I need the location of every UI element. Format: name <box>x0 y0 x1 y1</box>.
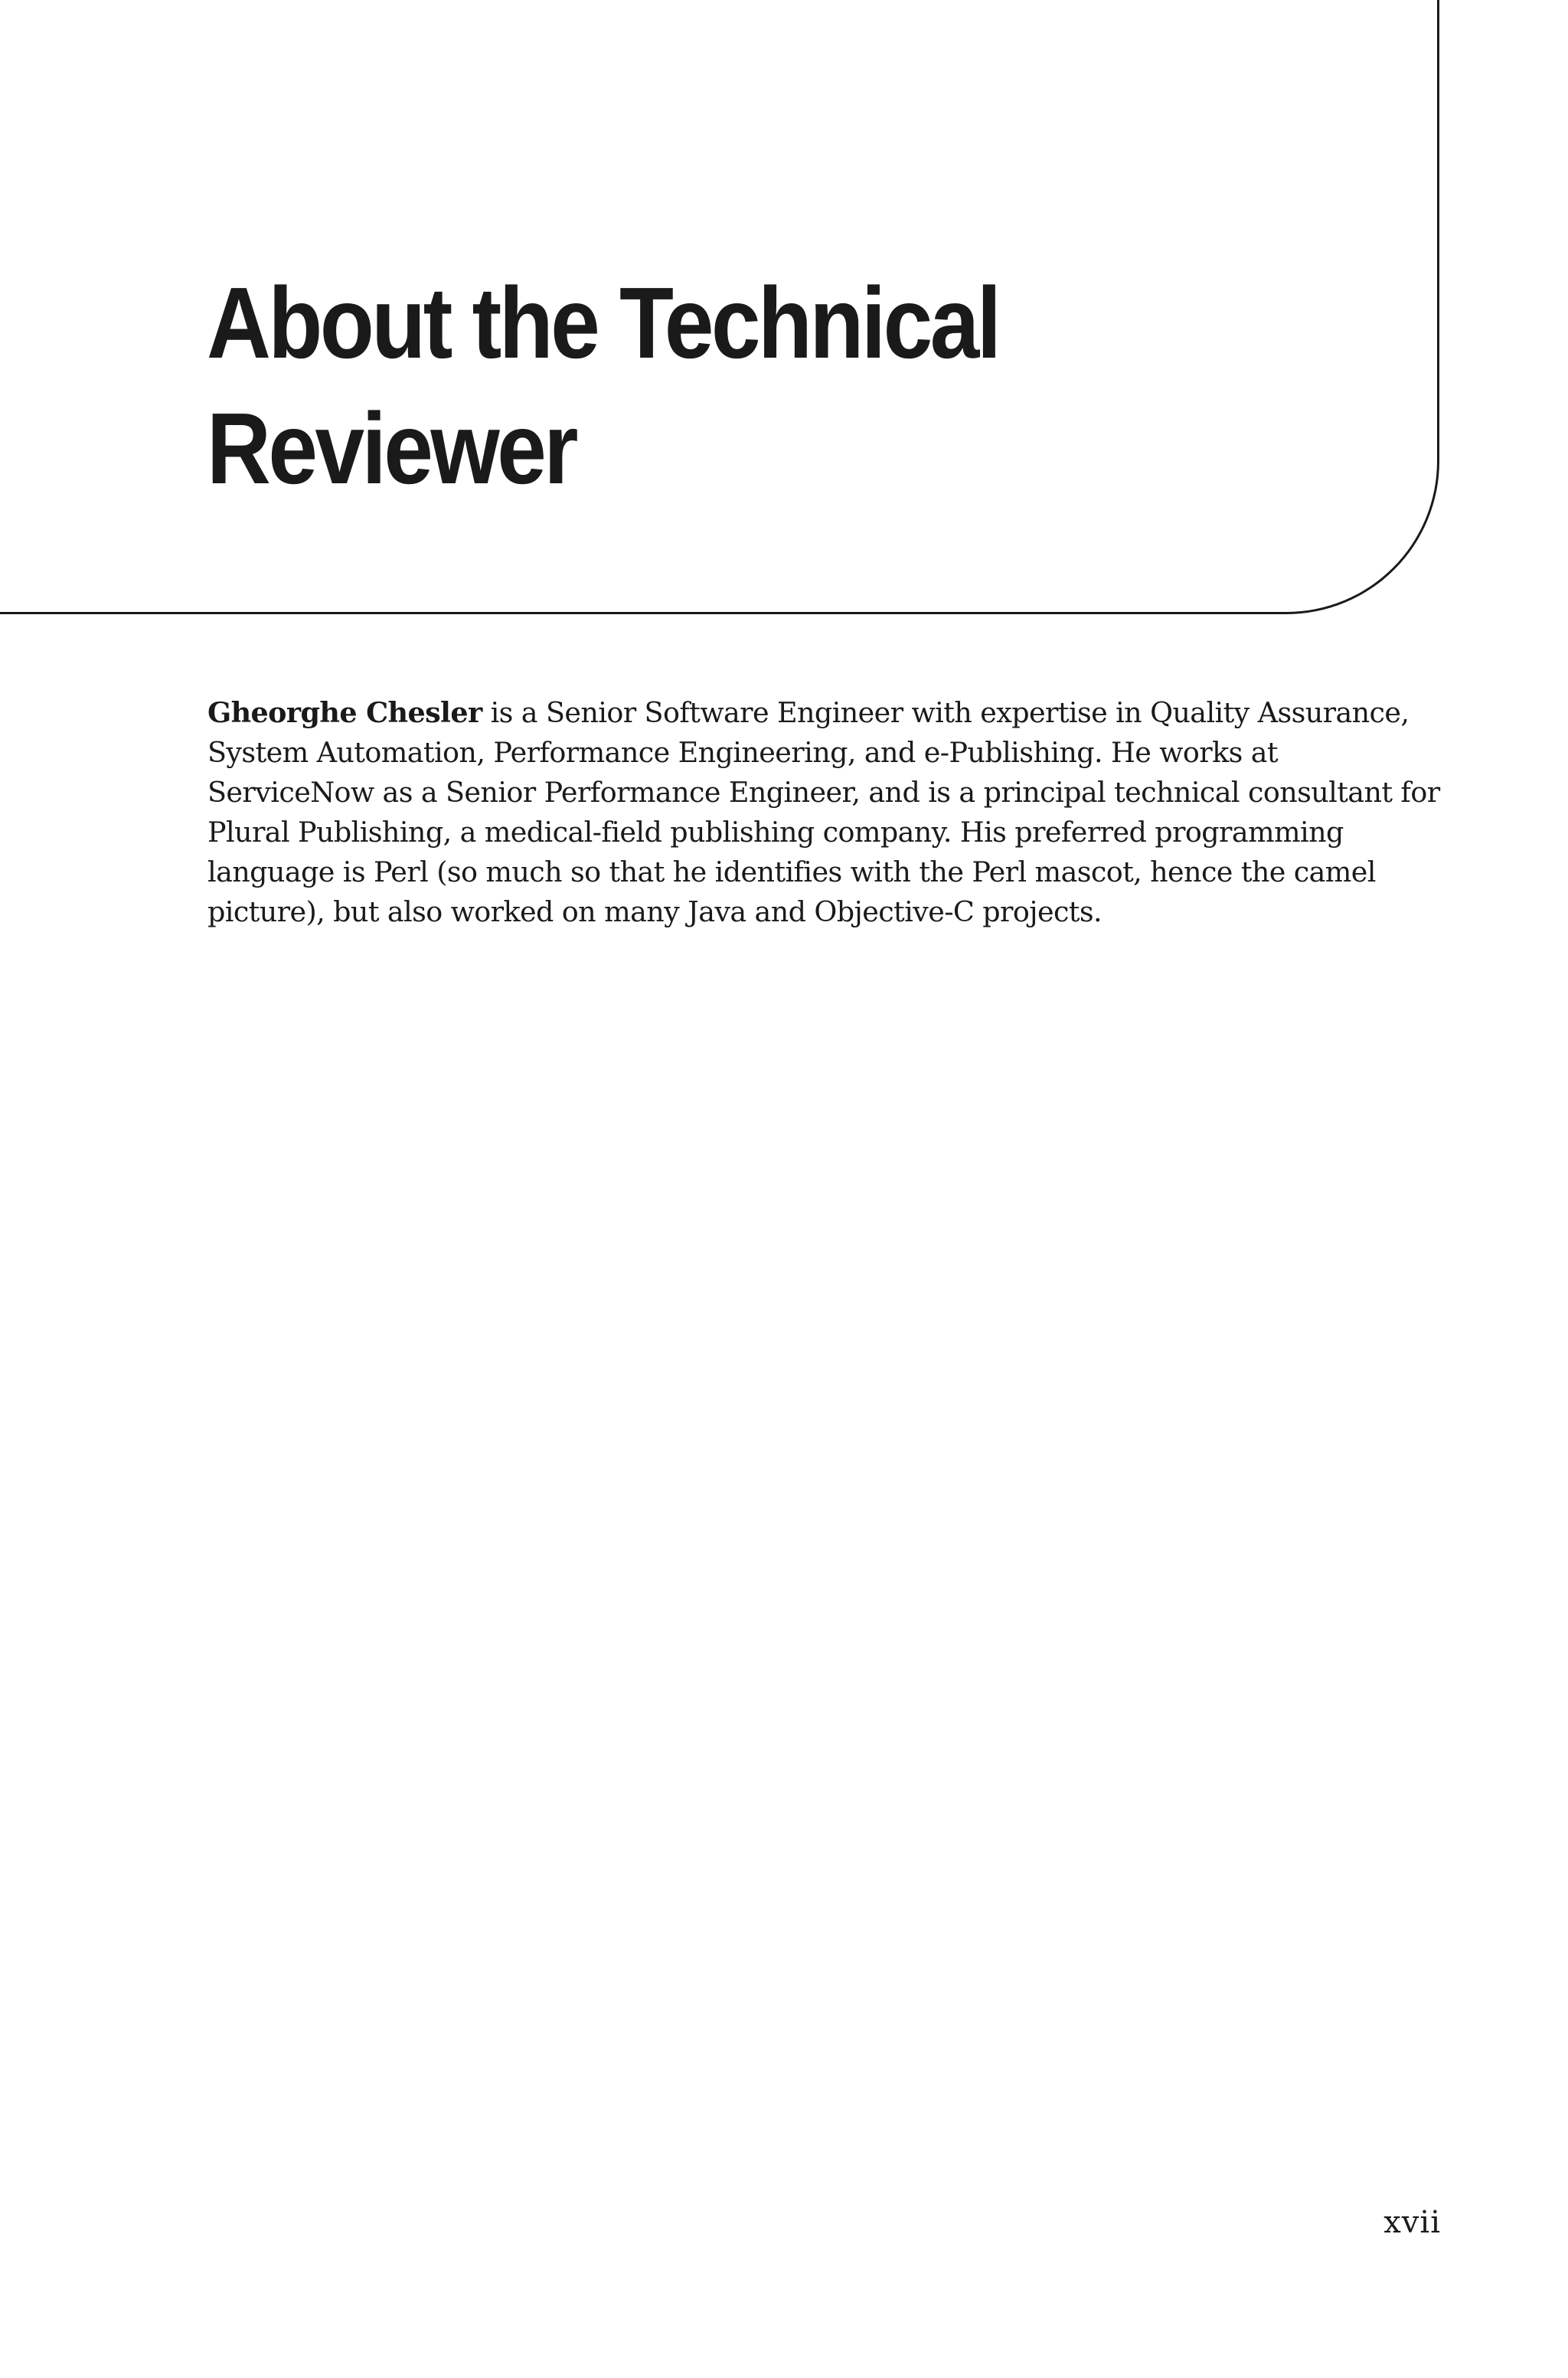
bio-line-2: System Automation, Performance Engineering, and e-Publishing. He works at <box>207 736 1278 769</box>
bio-line-4: Plural Publishing, a medical-field publishing company. His preferred programming <box>207 816 1344 849</box>
bio-line-1 <box>207 693 1442 733</box>
reviewer-bio <box>207 693 1442 932</box>
bio-line-1-text: is a Senior Software Engineer with expertise in Quality Assurance, <box>482 696 1410 729</box>
chapter-title-line-2: Reviewer <box>207 392 576 505</box>
bio-line-6: picture), but also worked on many Java and Objective-C projects. <box>207 895 1102 928</box>
bio-line-3: ServiceNow as a Senior Performance Engineer, and is a principal technical consultant for <box>207 776 1440 809</box>
page-number: xvii <box>1383 2205 1441 2240</box>
reviewer-name: Gheorghe Chesler <box>207 696 482 729</box>
chapter-title <box>207 260 1217 512</box>
bio-line-5: language is Perl (so much so that he identifies with the Perl mascot, hence the camel <box>207 855 1376 888</box>
chapter-title-line-1: About the Technical <box>207 267 999 379</box>
